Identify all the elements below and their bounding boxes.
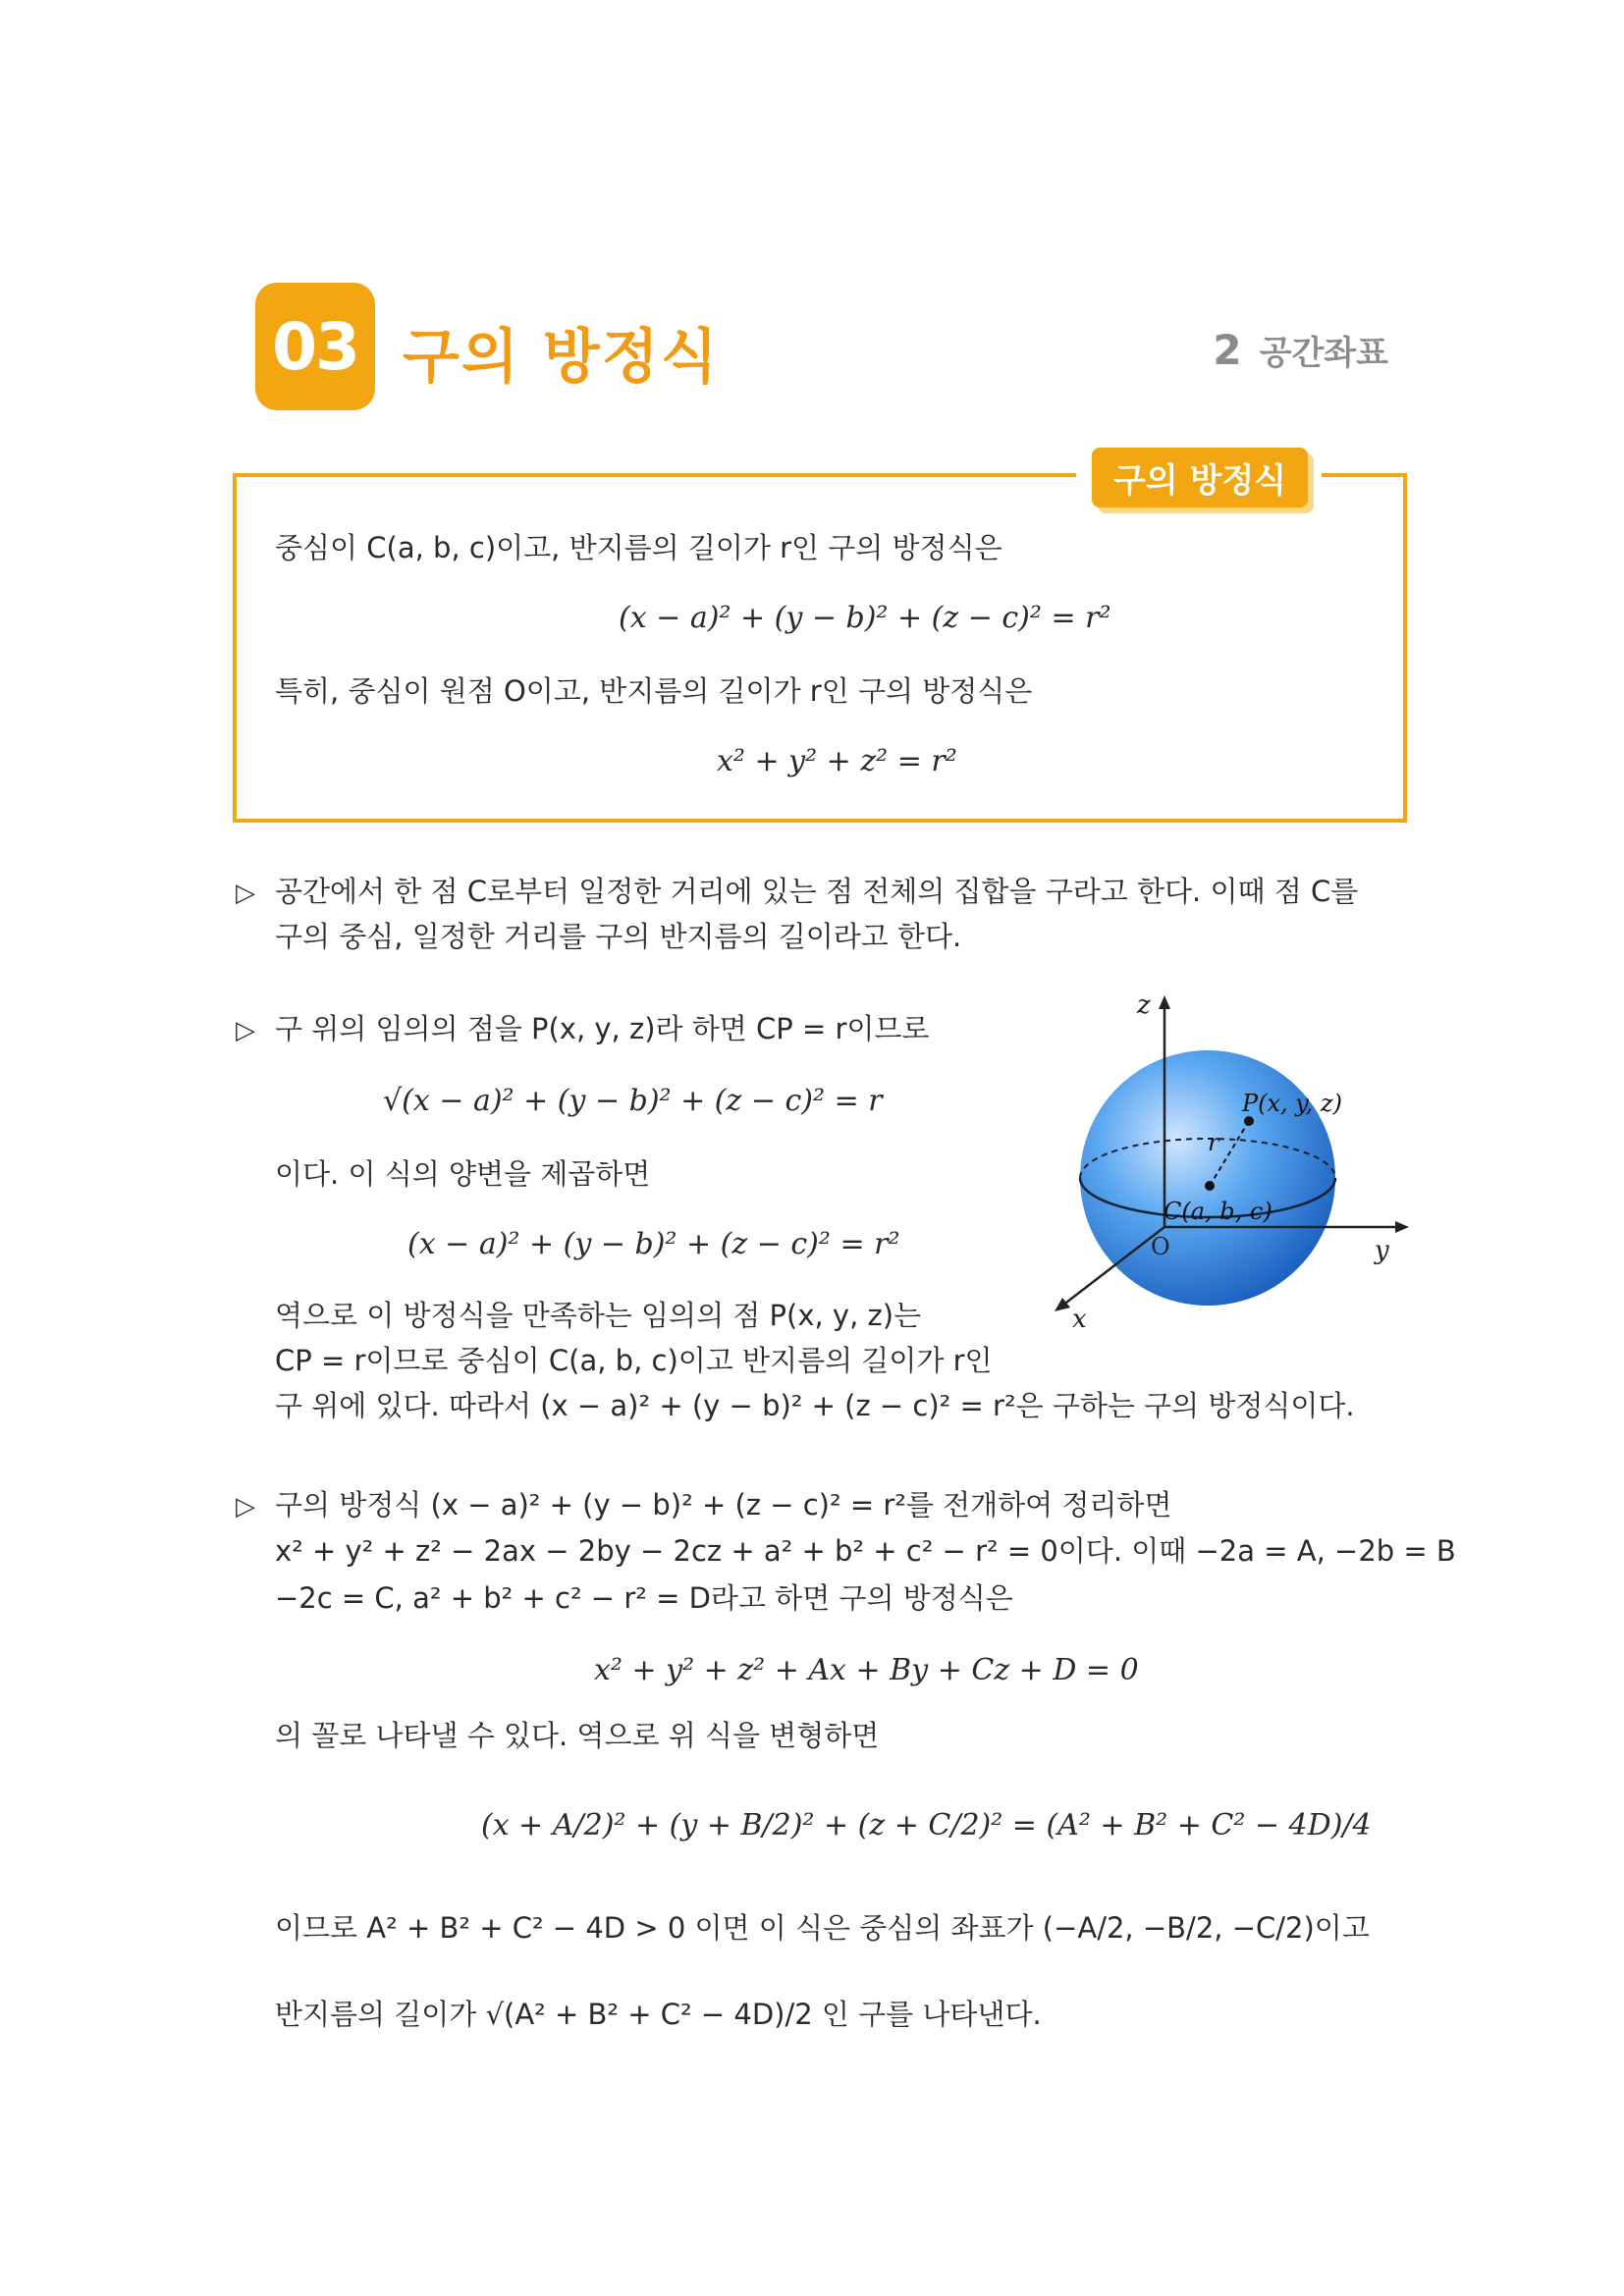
z-axis-arrow bbox=[1159, 995, 1170, 1009]
para1-line-2: 구의 중심, 일정한 거리를 구의 반지름의 길이라고 한다. bbox=[275, 920, 962, 953]
para2-line-3: 역으로 이 방정식을 만족하는 임의의 점 P(x, y, z)는 bbox=[275, 1299, 922, 1332]
definition-tag: 구의 방정식 bbox=[1092, 448, 1308, 507]
center-point bbox=[1205, 1181, 1215, 1191]
para2-line-2: 이다. 이 식의 양변을 제곱하면 bbox=[275, 1157, 651, 1191]
chapter-label bbox=[1213, 326, 1388, 374]
para1-line-1: 공간에서 한 점 C로부터 일정한 거리에 있는 점 전체의 집합을 구라고 한다. 이때 점 C를 bbox=[275, 875, 1359, 908]
para3-line-3: −2c = C, a² + b² + c² − r² = D라고 하면 구의 방정식은 bbox=[275, 1581, 1013, 1615]
para3-line-1: 구의 방정식 (x − a)² + (y − b)² + (z − c)² = r²를 전개하여 정리하면 bbox=[275, 1488, 1172, 1522]
bullet-1: ▷ bbox=[236, 879, 255, 908]
y-axis-arrow bbox=[1395, 1221, 1409, 1233]
z-axis-label: z bbox=[1137, 991, 1151, 1020]
para3-general-equation: x² + y² + z² + Ax + By + Cz + D = 0 bbox=[594, 1653, 1139, 1687]
section-number: 03 bbox=[272, 308, 358, 385]
para3-completed-square: (x + A/2)² + (y + B/2)² + (z + C/2)² = (A² + B² + C² − 4D)/4 bbox=[481, 1808, 1372, 1842]
section-number-badge bbox=[255, 283, 375, 410]
para2-line-5: 구 위에 있다. 따라서 (x − a)² + (y − b)² + (z − c)² = r²은 구하는 구의 방정식이다. bbox=[275, 1389, 1355, 1422]
point-p-label: P(x, y, z) bbox=[1242, 1090, 1342, 1117]
sphere bbox=[1080, 1050, 1335, 1306]
para2-sqrt-equation: √(x − a)² + (y − b)² + (z − c)² = r bbox=[383, 1084, 883, 1118]
surface-point bbox=[1244, 1116, 1254, 1126]
page-title: 구의 방정식 bbox=[403, 323, 720, 392]
bullet-2: ▷ bbox=[236, 1016, 255, 1045]
x-axis-arrow bbox=[1055, 1298, 1070, 1311]
bullet-3: ▷ bbox=[236, 1492, 255, 1522]
chapter-title: 공간좌표 bbox=[1259, 334, 1388, 373]
radius-label: r bbox=[1208, 1129, 1219, 1156]
para3-line-4: 의 꼴로 나타낼 수 있다. 역으로 위 식을 변형하면 bbox=[275, 1719, 880, 1752]
sphere-figure bbox=[1041, 991, 1424, 1345]
point-c-label: C(a, b, c) bbox=[1164, 1198, 1272, 1225]
x-axis-label: x bbox=[1072, 1305, 1087, 1334]
para3-line-5: 이므로 A² + B² + C² − 4D > 0 이면 이 식은 중심의 좌표가 (−A/2, −B/2, −C/2)이고 bbox=[275, 1911, 1370, 1945]
para3-line-2: x² + y² + z² − 2ax − 2by − 2cz + a² + b² + c² − r² = 0이다. 이때 −2a = A, −2b = B bbox=[275, 1534, 1456, 1568]
chapter-number: 2 bbox=[1213, 326, 1242, 374]
y-axis-label: y bbox=[1375, 1236, 1389, 1265]
para2-line-1: 구 위의 임의의 점을 P(x, y, z)라 하면 CP = r이므로 bbox=[275, 1012, 930, 1045]
para2-equation: (x − a)² + (y − b)² + (z − c)² = r² bbox=[407, 1227, 900, 1261]
origin-label: O bbox=[1151, 1233, 1170, 1260]
box-equation-1: (x − a)² + (y − b)² + (z − c)² = r² bbox=[619, 601, 1111, 635]
para2-line-4: CP = r이므로 중심이 C(a, b, c)이고 반지름의 길이가 r인 bbox=[275, 1344, 993, 1377]
para3-line-6: 반지름의 길이가 √(A² + B² + C² − 4D)/2 인 구를 나타낸다. bbox=[275, 1998, 1042, 2031]
box-line-1: 중심이 C(a, b, c)이고, 반지름의 길이가 r인 구의 방정식은 bbox=[275, 531, 1002, 564]
box-equation-2: x² + y² + z² = r² bbox=[717, 744, 957, 778]
box-line-2: 특히, 중심이 원점 O이고, 반지름의 길이가 r인 구의 방정식은 bbox=[275, 674, 1033, 708]
